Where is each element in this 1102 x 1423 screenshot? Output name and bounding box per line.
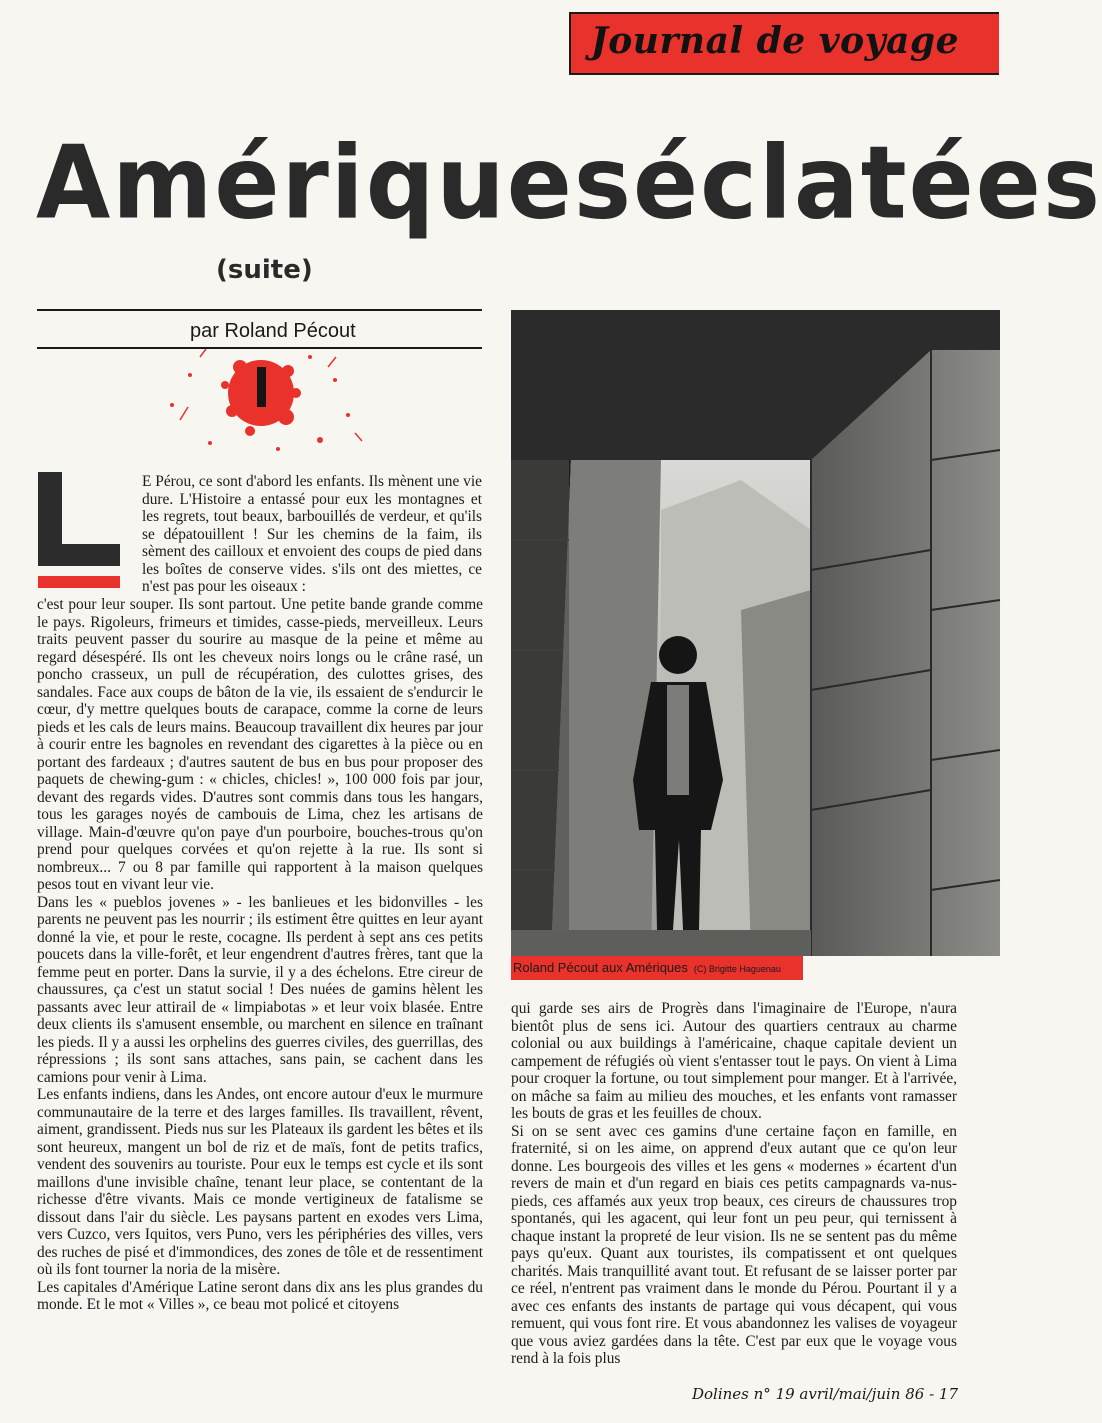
ink-splash-icon	[150, 345, 370, 460]
section-banner	[569, 12, 999, 75]
photo-inca-doorway-icon	[511, 310, 1000, 956]
headline-word-2: éclatées	[633, 124, 1102, 242]
article-column-1	[37, 596, 483, 1314]
caption-text: Roland Pécout aux Amériques	[513, 960, 688, 975]
paragraph: Les capitales d'Amérique Latine seront dans dix ans les plus grandes du monde. Et le mot « Villes », ce beau mot policé et citoyens	[37, 1278, 483, 1313]
drop-cap-icon	[38, 472, 120, 566]
photo-caption	[511, 956, 803, 980]
article-subtitle: (suite)	[216, 255, 313, 285]
paragraph: c'est pour leur souper. Ils sont partout. Une petite bande grande comme le pays. Rigoleurs, frimeurs et timides, casse-pieds, merveilleux. Leurs traits peuvent passer du sourire au masque de la peine et même au regard désespéré. Ils ont les cheveux noirs longs ou le crâne rasé, un poncho crasseux, un pull de récupération, des culottes grises, des sandales. Face aux coups de bâton de la vie, ils essaient de s'endurcir le cœur, d'y mettre quelques bouts de carapace, comme la corne de leurs pieds et les cals de leurs mains. Beaucoup travaillent dix heures par jour à courir entre les bagnoles en revendant des cigarettes à la pièce ou en portant des fardeaux ; d'autres sautent de bus en bus pour proposer des paquets de chewing-gum : « chicles, chicles! », 100 000 fois par jour, devant des regards vides. D'autres sont commis dans tous les hangars, tous les garages noyés de cambouis de Lima, chez les artisans de village. Main-d'œuvre qu'on paye d'un pourboire, bouches-trous qu'on prend pour quelques corvées et qu'on rejette à la rue. Ils sont si nombreux... 7 ou 8 par famille qui rapportent à la maison quelques pesos tout en vivant leur vie.	[37, 596, 483, 893]
drop-cap-bar	[38, 576, 120, 588]
article-photo	[511, 310, 1000, 956]
page-footer: Dolines n° 19 avril/mai/juin 86 - 17	[691, 1385, 958, 1403]
paragraph: Les enfants indiens, dans les Andes, ont encore autour d'eux le murmure communautaire de la terre et des larges familles. Ils travaillent, rêvent, aiment, grandissent. Pieds nus sur les Plateaux ils gardent les bêtes et ils sont heureux, mangent un bol de riz et de maïs, font de petits trafics, vendent des souvenirs au touriste. Pour eux le temps est cycle et ils sont maillons d'une invisible chaîne, tenant leur place, se contentant de la richesse d'être vivants. Mais ce monde vertigineux de fatalisme se dissout dans l'air du siècle. Les paysans partent en exodes vers Lima, vers Cuzco, vers Iquitos, vers Puno, vers les périphéries des villes, vers des ruches de pisé et d'immondices, des zones de tôle et de ressentiment où ils font tourner la noria de la misère.	[37, 1086, 483, 1278]
paragraph: qui garde ses airs de Progrès dans l'imaginaire de l'Europe, n'aura bientôt plus de sens ici. Autour des quartiers centraux au charme colonial ou aux buildings à l'américaine, chaque capitale devient un campement de réfugiés où vient s'entasser tout le pays. On vient à Lima pour croquer la fortune, ou tout simplement pour manger. Et à l'arrivée, on mâche sa faim au milieu des mouches, et les enfants vont ramasser les bouts de gras et les feuilles de choux.	[511, 1000, 957, 1122]
paragraph: Dans les « pueblos jovenes » - les banlieues et les bidonvilles - les parents ne peuvent pas les nourrir ; ils estiment être quittes en leur ayant donné la vie, et pour le reste, cocagne. Ils perdent à sept ans ces petits poucets dans la ville-forêt, et leur engendrent d'autres frères, tant que la femme peut en porter. Dans la survie, il y a des échelons. Etre cireur de chaussures, ça c'est un statut social ! Des nuées de gamins hèlent les passants avec leur attirail de « limpiabotas » et leur voix blasée. Entre deux clients ils s'amusent ensemble, ou marchent en silence en traînant les pieds. Il y a aussi les orphelins des guerres civiles, des guerrillas, des répressions ; ils sont sans attaches, sans pain, se cachent dans les camions pour venir à Lima.	[37, 893, 483, 1086]
article-column-2	[511, 1000, 957, 1368]
article-headline	[36, 124, 1102, 242]
lead-paragraph: E Pérou, ce sont d'abord les enfants. Ils mènent une vie dure. L'Histoire a entassé pour eux les montagnes et les regrets, tout beaux, barbouillés de verdeur, et qu'ils se dépatouillent ! Sur les chemins de la faim, ils sèment des cailloux et envoient des coups de pied dans les boîtes de conserve vides. s'ils ont des miettes, ce n'est pas pour les oiseaux :	[142, 473, 482, 595]
drop-cap-letter: L	[38, 566, 39, 567]
paragraph: Si on se sent avec ces gamins d'une certaine façon en famille, en fraternité, si on les aime, on apprend d'eux autant que ce qu'on leur donne. Les bourgeois des villes et les gens « modernes » écartent d'un revers de main et d'un regard en biais ces petits campagnards va-nus-pieds, ces affamés aux yeux trop beaux, ces cireurs de chaussures trop spontanés, qui les agacent, qui leur font un peu peur, qui ternissent à chaque instant la propreté de leur vision. Ils ne se sentent pas du même pays qu'eux. Quant aux touristes, ils compatissent et ont quelques charités. Mais tranquillité avant tout. Et refusant de se laisser porter par ce réel, n'entrent pas vraiment dans le monde du Pérou. Pourtant il y a avec ces enfants des instants de partage qui vous décapent, qui vous remuent, qui vous font rire. Et vous abandonnez les valises de voyageur que vous aviez gardées dans la tête. C'est par eux que le voyage vous rend à la fois plus	[511, 1122, 957, 1367]
article-column-1-lead	[142, 473, 482, 596]
section-title: Journal de voyage	[590, 20, 959, 62]
headline-word-1: Amériques	[36, 124, 633, 242]
top-rule	[37, 309, 482, 311]
caption-credit: (C) Brigitte Haguenau	[693, 964, 781, 974]
byline: par Roland Pécout	[190, 320, 356, 342]
